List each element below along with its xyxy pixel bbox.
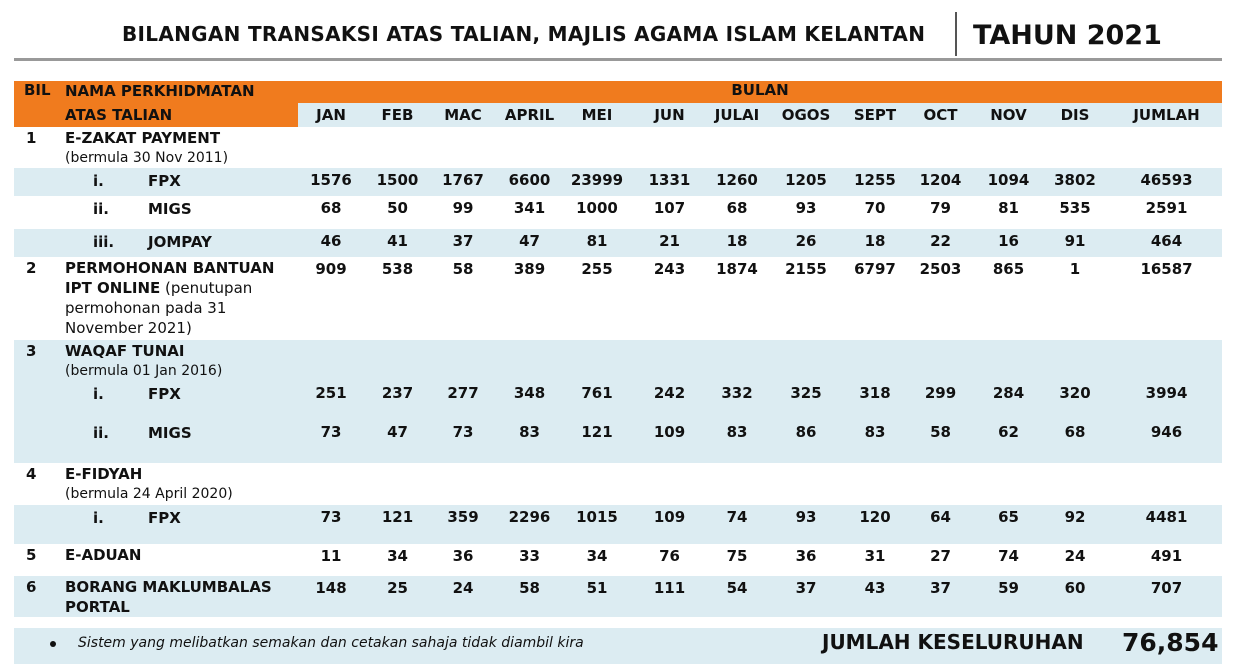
month-value: 50 xyxy=(387,199,408,217)
month-value xyxy=(709,463,765,505)
month-value xyxy=(847,340,903,381)
row-number: 3 xyxy=(14,340,61,381)
row-number xyxy=(14,168,61,196)
month-value: 389 xyxy=(513,260,546,278)
title-divider xyxy=(955,12,957,56)
month-value xyxy=(364,463,431,505)
month-value: 81 xyxy=(998,199,1019,217)
service-title: E-ADUAN xyxy=(65,546,142,564)
table-row xyxy=(14,544,1222,576)
row-total: 16587 xyxy=(1140,260,1193,278)
table-row xyxy=(14,127,1222,168)
col-nama-line2: ATAS TALIAN xyxy=(61,103,298,127)
month-value: 6600 xyxy=(495,168,564,196)
row-total: 491 xyxy=(1150,547,1183,565)
month-value xyxy=(630,463,709,505)
service-note: (penutupan permohonan pada 31 November 2021) xyxy=(65,279,253,337)
month-value: 6797 xyxy=(854,260,896,278)
row-total: 707 xyxy=(1111,576,1222,617)
sub-item-numeral: i. xyxy=(93,509,104,527)
month-value: 1 xyxy=(1069,260,1081,278)
month-value xyxy=(903,340,978,381)
month-value: 148 xyxy=(298,576,364,617)
header-row-top xyxy=(14,81,1222,103)
month-value: 1204 xyxy=(903,168,978,196)
month-value: 34 xyxy=(387,547,408,565)
month-value xyxy=(903,463,978,505)
month-value: 237 xyxy=(364,381,431,420)
month-value: 59 xyxy=(978,576,1039,617)
month-value: 34 xyxy=(586,547,608,565)
month-value: 74 xyxy=(709,505,765,544)
month-value: 83 xyxy=(495,420,564,463)
month-value: 3802 xyxy=(1039,168,1111,196)
month-value: 111 xyxy=(630,576,709,617)
month-value: 58 xyxy=(452,260,474,278)
month-value: 2296 xyxy=(495,505,564,544)
month-value: 359 xyxy=(431,505,495,544)
service-name xyxy=(61,505,298,544)
month-value: 11 xyxy=(320,547,342,565)
month-value: 121 xyxy=(364,505,431,544)
month-value: 909 xyxy=(315,260,347,278)
row-total xyxy=(1111,340,1222,381)
month-value: 64 xyxy=(903,505,978,544)
grand-total-value: 76,854 xyxy=(1122,628,1219,657)
month-value: 60 xyxy=(1039,576,1111,617)
sub-item-numeral: ii. xyxy=(93,200,109,218)
row-number xyxy=(14,505,61,544)
service-title: BORANG MAKLUMBALAS PORTAL xyxy=(65,578,272,616)
month-value: 348 xyxy=(495,381,564,420)
col-bil: BIL xyxy=(14,81,61,127)
month-value: 284 xyxy=(978,381,1039,420)
report-year: TAHUN 2021 xyxy=(973,20,1162,51)
sub-item-label: MIGS xyxy=(148,200,192,218)
table-row xyxy=(14,196,1222,229)
month-value xyxy=(765,463,847,505)
month-value: 25 xyxy=(364,576,431,617)
service-title: E-ZAKAT PAYMENT xyxy=(65,129,221,147)
month-value: 43 xyxy=(847,576,903,617)
month-value: 58 xyxy=(495,576,564,617)
service-start-date: (bermula 01 Jan 2016) xyxy=(65,363,223,379)
month-value: 865 xyxy=(992,260,1025,278)
month-value: 91 xyxy=(1039,229,1111,257)
month-value xyxy=(298,463,364,505)
service-start-date: (bermula 30 Nov 2011) xyxy=(65,150,229,166)
col-month: JUMLAH xyxy=(1111,103,1222,127)
month-value: 325 xyxy=(765,381,847,420)
service-title: E-FIDYAH xyxy=(65,465,143,483)
row-number: 4 xyxy=(26,465,37,483)
col-month: JAN xyxy=(298,103,364,127)
month-value: 1260 xyxy=(709,168,765,196)
month-value xyxy=(431,340,495,381)
month-value: 1000 xyxy=(576,199,618,217)
month-value: 31 xyxy=(864,547,886,565)
month-value: 1874 xyxy=(716,260,758,278)
month-value: 54 xyxy=(709,576,765,617)
service-name xyxy=(61,576,298,617)
service-name xyxy=(61,340,298,381)
col-month: MEI xyxy=(564,103,630,127)
month-value: 299 xyxy=(903,381,978,420)
month-value xyxy=(978,340,1039,381)
row-number xyxy=(14,381,61,420)
month-value: 107 xyxy=(653,199,686,217)
month-value: 23999 xyxy=(564,168,630,196)
month-value: 24 xyxy=(431,576,495,617)
sub-item-label: FPX xyxy=(148,385,181,403)
month-value xyxy=(495,127,564,168)
month-value xyxy=(1039,127,1111,168)
sub-item-label: FPX xyxy=(148,172,181,190)
month-value: 242 xyxy=(630,381,709,420)
row-total xyxy=(1111,127,1222,168)
col-bulan: BULAN xyxy=(298,81,1222,103)
month-value xyxy=(709,340,765,381)
col-month: OCT xyxy=(903,103,978,127)
sub-item-label: FPX xyxy=(148,509,181,527)
table-row xyxy=(14,229,1222,257)
table-footer xyxy=(14,628,1222,664)
month-value xyxy=(298,127,364,168)
month-value: 86 xyxy=(765,420,847,463)
grand-total-label: JUMLAH KESELURUHAN xyxy=(822,630,1084,654)
month-value: 1500 xyxy=(364,168,431,196)
month-value: 22 xyxy=(903,229,978,257)
col-nama: NAMA PERKHIDMATAN xyxy=(61,81,298,103)
table-row xyxy=(14,257,1222,340)
row-number: 6 xyxy=(14,576,61,617)
month-value: 341 xyxy=(513,199,546,217)
month-value: 93 xyxy=(765,505,847,544)
month-value: 27 xyxy=(930,547,951,565)
service-name xyxy=(61,229,298,257)
service-name xyxy=(61,544,298,576)
month-value: 83 xyxy=(709,420,765,463)
service-name xyxy=(61,463,298,505)
month-value: 36 xyxy=(452,547,474,565)
month-value: 47 xyxy=(364,420,431,463)
col-month: NOV xyxy=(978,103,1039,127)
row-total: 946 xyxy=(1111,420,1222,463)
month-value: 70 xyxy=(864,199,886,217)
month-value xyxy=(431,463,495,505)
month-value xyxy=(765,340,847,381)
service-title: PERMOHONAN BANTUAN IPT ONLINE xyxy=(65,259,275,297)
month-value: 36 xyxy=(795,547,817,565)
col-month: SEPT xyxy=(847,103,903,127)
month-value xyxy=(564,463,630,505)
month-value: 320 xyxy=(1039,381,1111,420)
col-month: JUN xyxy=(630,103,709,127)
row-total: 4481 xyxy=(1111,505,1222,544)
month-value: 2155 xyxy=(785,260,827,278)
month-value: 1767 xyxy=(431,168,495,196)
month-value: 73 xyxy=(431,420,495,463)
row-number: 1 xyxy=(26,129,37,147)
month-value: 761 xyxy=(564,381,630,420)
month-value: 2503 xyxy=(919,260,962,278)
col-month: APRIL xyxy=(495,103,564,127)
month-value: 1015 xyxy=(564,505,630,544)
month-value: 68 xyxy=(320,199,342,217)
sub-item-numeral: i. xyxy=(93,172,104,190)
month-value: 535 xyxy=(1059,199,1091,217)
month-value: 251 xyxy=(298,381,364,420)
col-month: FEB xyxy=(364,103,431,127)
header-rule xyxy=(14,58,1222,61)
month-value: 83 xyxy=(847,420,903,463)
month-value: 277 xyxy=(431,381,495,420)
month-value xyxy=(978,127,1039,168)
table-row xyxy=(14,381,1222,420)
month-value: 318 xyxy=(847,381,903,420)
month-value: 24 xyxy=(1064,547,1086,565)
table-row xyxy=(14,340,1222,381)
table-row xyxy=(14,168,1222,196)
table-row xyxy=(14,420,1222,463)
row-number xyxy=(14,420,61,463)
col-month: JULAI xyxy=(709,103,765,127)
bullet-icon xyxy=(50,641,56,647)
month-value: 18 xyxy=(709,229,765,257)
service-name xyxy=(61,168,298,196)
report-header xyxy=(0,0,1240,62)
transactions-table xyxy=(14,81,1222,617)
month-value: 99 xyxy=(452,199,474,217)
month-value: 26 xyxy=(765,229,847,257)
month-value: 73 xyxy=(298,505,364,544)
month-value: 65 xyxy=(978,505,1039,544)
row-total: 46593 xyxy=(1111,168,1222,196)
row-total xyxy=(1111,463,1222,505)
month-value xyxy=(709,127,765,168)
month-value xyxy=(431,127,495,168)
month-value: 51 xyxy=(564,576,630,617)
month-value: 58 xyxy=(903,420,978,463)
month-value: 1205 xyxy=(765,168,847,196)
month-value xyxy=(630,127,709,168)
month-value: 81 xyxy=(564,229,630,257)
month-value: 76 xyxy=(659,547,680,565)
month-value: 18 xyxy=(847,229,903,257)
month-value xyxy=(495,340,564,381)
month-value: 74 xyxy=(998,547,1019,565)
month-value: 121 xyxy=(564,420,630,463)
month-value: 62 xyxy=(978,420,1039,463)
sub-item-numeral: iii. xyxy=(93,233,115,251)
row-number xyxy=(14,229,61,257)
row-number: 2 xyxy=(26,259,37,277)
month-value xyxy=(495,463,564,505)
month-value: 47 xyxy=(495,229,564,257)
month-value xyxy=(564,127,630,168)
report-title: BILANGAN TRANSAKSI ATAS TALIAN, MAJLIS AGAMA ISLAM KELANTAN xyxy=(122,22,926,46)
month-value: 120 xyxy=(847,505,903,544)
month-value: 21 xyxy=(630,229,709,257)
month-value: 1255 xyxy=(847,168,903,196)
month-value xyxy=(978,463,1039,505)
header-row-months xyxy=(14,103,1222,127)
sub-item-numeral: ii. xyxy=(93,424,109,442)
month-value: 1094 xyxy=(978,168,1039,196)
service-name xyxy=(61,381,298,420)
month-value: 109 xyxy=(630,420,709,463)
month-value: 73 xyxy=(298,420,364,463)
col-month: DIS xyxy=(1039,103,1111,127)
month-value: 68 xyxy=(726,199,748,217)
month-value: 46 xyxy=(298,229,364,257)
month-value xyxy=(364,340,431,381)
month-value: 79 xyxy=(930,199,951,217)
month-value: 1576 xyxy=(298,168,364,196)
month-value xyxy=(765,127,847,168)
sub-item-label: MIGS xyxy=(148,424,192,442)
sub-item-numeral: i. xyxy=(93,385,104,403)
month-value: 243 xyxy=(653,260,686,278)
month-value: 68 xyxy=(1039,420,1111,463)
month-value: 538 xyxy=(381,260,414,278)
row-total: 3994 xyxy=(1111,381,1222,420)
table-row xyxy=(14,463,1222,505)
month-value xyxy=(298,340,364,381)
service-name xyxy=(61,420,298,463)
month-value: 33 xyxy=(519,547,540,565)
service-name xyxy=(61,196,298,229)
month-value: 1331 xyxy=(630,168,709,196)
month-value: 93 xyxy=(795,199,817,217)
month-value: 255 xyxy=(581,260,613,278)
month-value: 37 xyxy=(765,576,847,617)
month-value: 332 xyxy=(709,381,765,420)
month-value: 41 xyxy=(364,229,431,257)
month-value: 16 xyxy=(978,229,1039,257)
month-value xyxy=(847,127,903,168)
month-value xyxy=(1039,463,1111,505)
service-name xyxy=(61,257,298,340)
footnote: Sistem yang melibatkan semakan dan cetakan sahaja tidak diambil kira xyxy=(78,635,584,651)
month-value xyxy=(847,463,903,505)
row-number xyxy=(14,196,61,229)
month-value: 37 xyxy=(903,576,978,617)
service-name xyxy=(61,127,298,168)
month-value xyxy=(1039,340,1111,381)
month-value xyxy=(630,340,709,381)
row-number: 5 xyxy=(26,546,37,564)
month-value: 92 xyxy=(1039,505,1111,544)
table-row xyxy=(14,505,1222,544)
month-value xyxy=(564,340,630,381)
month-value: 37 xyxy=(431,229,495,257)
row-total: 464 xyxy=(1111,229,1222,257)
col-month: MAC xyxy=(431,103,495,127)
service-title: WAQAF TUNAI xyxy=(65,342,185,360)
month-value xyxy=(364,127,431,168)
col-month: OGOS xyxy=(765,103,847,127)
sub-item-label: JOMPAY xyxy=(148,233,212,251)
month-value: 75 xyxy=(726,547,748,565)
service-start-date: (bermula 24 April 2020) xyxy=(65,486,233,502)
month-value xyxy=(903,127,978,168)
row-total: 2591 xyxy=(1145,199,1188,217)
table-row xyxy=(14,576,1222,617)
table-body xyxy=(14,127,1222,617)
month-value: 109 xyxy=(630,505,709,544)
